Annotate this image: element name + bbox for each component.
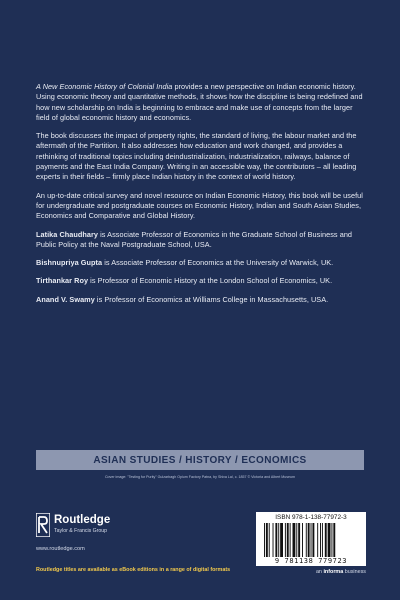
barcode-bar	[264, 523, 265, 557]
contributor-name: Bishnupriya Gupta	[36, 258, 103, 268]
barcode-bar	[296, 523, 297, 557]
contributor-description: is Associate Professor of Economics in the Graduate School of Business and Public Policy at the Naval Postgraduate School, USA.	[36, 229, 353, 249]
barcode-bar	[325, 523, 327, 557]
barcode-bar	[308, 523, 310, 557]
barcode-bar	[333, 523, 335, 557]
ebook-note: Routledge titles are available as eBook editions in a range of digital formats	[36, 567, 231, 573]
imprint-brand: informa	[323, 569, 344, 575]
barcode-bar	[317, 523, 318, 557]
barcode-bar	[322, 523, 323, 557]
informa-imprint	[300, 569, 366, 575]
contributor-bio	[36, 295, 366, 305]
barcode-bar	[298, 523, 300, 557]
barcode-bar	[311, 523, 312, 557]
blurb-paragraph-2: The book discusses the impact of property rights, the standard of living, the labour market and the aftermath of the Partition. It also addresses how education and work changed, and provides a rethinking of traditional topics including deindustrialization, industrialization, railways, balance of payments and the East India Company. Writing in an accessible way, the contributors – all leading experts in their fields – firmly place Indian history in the context of world history.	[36, 131, 357, 182]
routledge-r-icon	[36, 513, 50, 537]
isbn-barcode-box	[256, 512, 366, 566]
publisher-group: Taylor & Francis Group	[54, 528, 108, 534]
cover-image-credit: Cover image: "Testing for Purity" Gulzarbagh Opium Factory Patna, by Shiva Lal, c. 1857 © Victoria and Albert Museum	[104, 475, 296, 479]
barcode-digits: 9 781138 779723	[274, 557, 348, 565]
contributor-bio	[36, 230, 366, 251]
barcode-bar	[287, 523, 289, 557]
barcode-bar	[269, 523, 270, 557]
contributor-bio	[36, 276, 366, 286]
blurb	[36, 82, 366, 313]
barcode-bar	[278, 523, 279, 557]
contributor-description: is Professor of Economic History at the London School of Economics, UK.	[88, 276, 333, 286]
contributor-name: Tirthankar Roy	[36, 276, 89, 286]
barcode-bar	[302, 523, 303, 557]
blurb-p1-text: provides a new perspective on Indian economic history. Using economic theory and quantitative methods, it shows how the discipline is being redefined and how new scholarship on India is beginning to embrace and make use of concepts from the larger field of global economic history and economics.	[36, 82, 363, 122]
barcode-bar	[273, 523, 274, 557]
barcode-bar	[266, 523, 268, 557]
blurb-paragraph-1	[36, 82, 366, 123]
barcode-bar	[285, 523, 286, 557]
barcode-bar	[290, 523, 291, 557]
barcode-bar	[320, 523, 321, 557]
contributor-description: is Professor of Economics at Williams College in Massachusetts, USA.	[94, 294, 329, 304]
imprint-suffix: business	[343, 569, 366, 575]
imprint-prefix: an	[315, 569, 324, 575]
barcode-bar	[328, 523, 331, 557]
barcode-bar	[331, 523, 332, 557]
barcode-bar	[293, 523, 296, 557]
publisher-logo	[36, 513, 176, 555]
contributor-name: Anand V. Swamy	[36, 294, 95, 304]
book-title: A New Economic History of Colonial India	[36, 82, 173, 91]
barcode-icon	[264, 523, 358, 557]
barcode-bar	[280, 523, 283, 557]
barcode-bar	[306, 523, 307, 557]
barcode-bar	[312, 523, 314, 557]
publisher-url: www.routledge.com	[36, 546, 85, 552]
subject-category-bar: ASIAN STUDIES / HISTORY / ECONOMICS	[36, 450, 364, 470]
contributor-name: Latika Chaudhary	[36, 229, 99, 239]
blurb-paragraph-3: An up-to-date critical survey and novel resource on Indian Economic History, this book will be useful for undergraduate and postgraduate courses on Economic History, Indian and South Asian Studies, Economics and Comparative and Global History.	[36, 190, 363, 221]
isbn-label: ISBN 978-1-138-77972-3	[275, 514, 347, 521]
publisher-name: Routledge	[54, 514, 111, 526]
contributor-bio	[36, 258, 366, 268]
barcode-bar	[275, 523, 277, 557]
contributor-description: is Associate Professor of Economics at the University of Warwick, UK.	[102, 258, 334, 268]
